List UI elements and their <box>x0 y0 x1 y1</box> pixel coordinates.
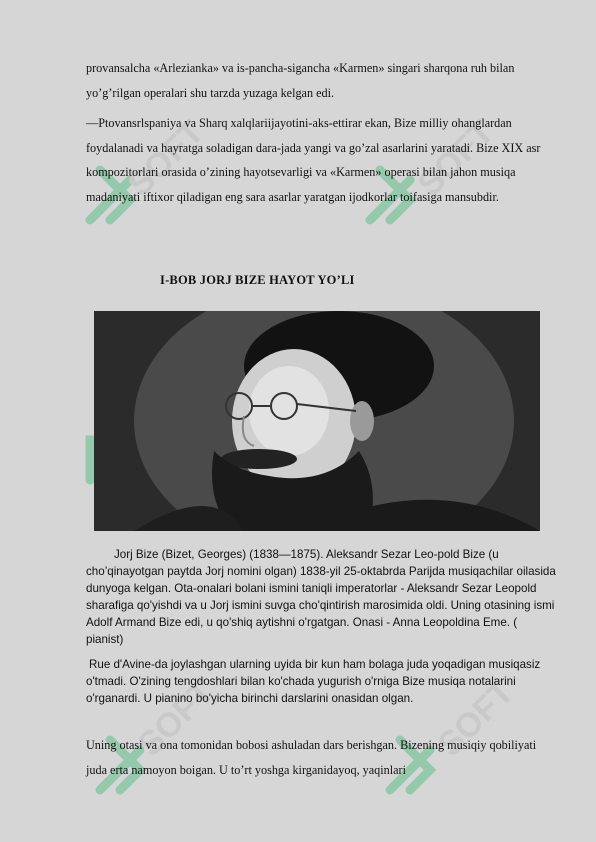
paragraph-childhood: Rue d'Avine-da joylashgan ularning uyida bir kun ham bolaga juda yoqadigan musiqasiz o'tmadi. O'zining tengdoshlari bilan ko'chada yugurish o'rniga Bize musiqa notalarini o'rganardi. U pianino bo'yicha birinchi darslarini onasidan olgan. <box>86 658 541 705</box>
paragraph-intro: provansalcha «Arlezianka» va is-pancha-sigancha «Karmen» singari sharqona ruh bilan yo’g’rilgan operalari shu tarzda yuzaga kelgan edi. <box>86 61 515 100</box>
portrait-photo <box>94 311 540 531</box>
paragraph-bize-works: —Ptovansrlspaniya va Sharq xalqlariijayotini-aks-ettirar ekan, Bize milliy ohanglardan foydalanadi va hayratga soladigan dara-jada yangi va go’zal asarlarini yaratadi. Bize XIX asr kompozitorlari orasida o’zining hayotsevarligi va «Karmen» operasi bilan jahon musiqa madaniyati iftixor qiladigan eng sara asarlar yaratgan ijodkorlar toifasiga mansubdir. <box>86 116 541 204</box>
svg-text:SOFT: SOFT <box>120 112 212 204</box>
portrait-illustration <box>94 311 540 531</box>
svg-text:SOFT: SOFT <box>430 672 522 764</box>
paragraph-family-teachers: Uning otasi va ona tomonidan bobosi ashuladan dars berishgan. Bizening musiqiy qobiliyati juda erta namoyon boigan. U to’rt yoshga kirganidayoq, yaqinlari <box>86 738 537 777</box>
svg-text:SOFT: SOFT <box>410 112 502 204</box>
chapter-heading: I-BOB JORJ BIZE HAYOT YO’LI <box>160 273 355 287</box>
paragraph-biography: Jorj Bize (Bizet, Georges) (1838—1875). Aleksandr Sezar Leo-pold Bize (u cho’qinayotgan paytda Jorj nomini olgan) 1838-yil 25-oktabrda Parijda musiqachilar oilasida dunyoga kelgan. Ota-onalari bolani ismini taniqli imperatorlar - Aleksandr Sezar Leopold sharafiga qo'yishdi va u Jorj ismini suvga cho'qintirish marosimida oldi. Uning otasining ismi Adolf Armand Bize edi, u qo'shiq aytishni o'rgatgan. Onasi - Anna Leopoldina Eme. ( pianist) <box>86 548 556 646</box>
svg-text:SOFT: SOFT <box>130 672 222 764</box>
